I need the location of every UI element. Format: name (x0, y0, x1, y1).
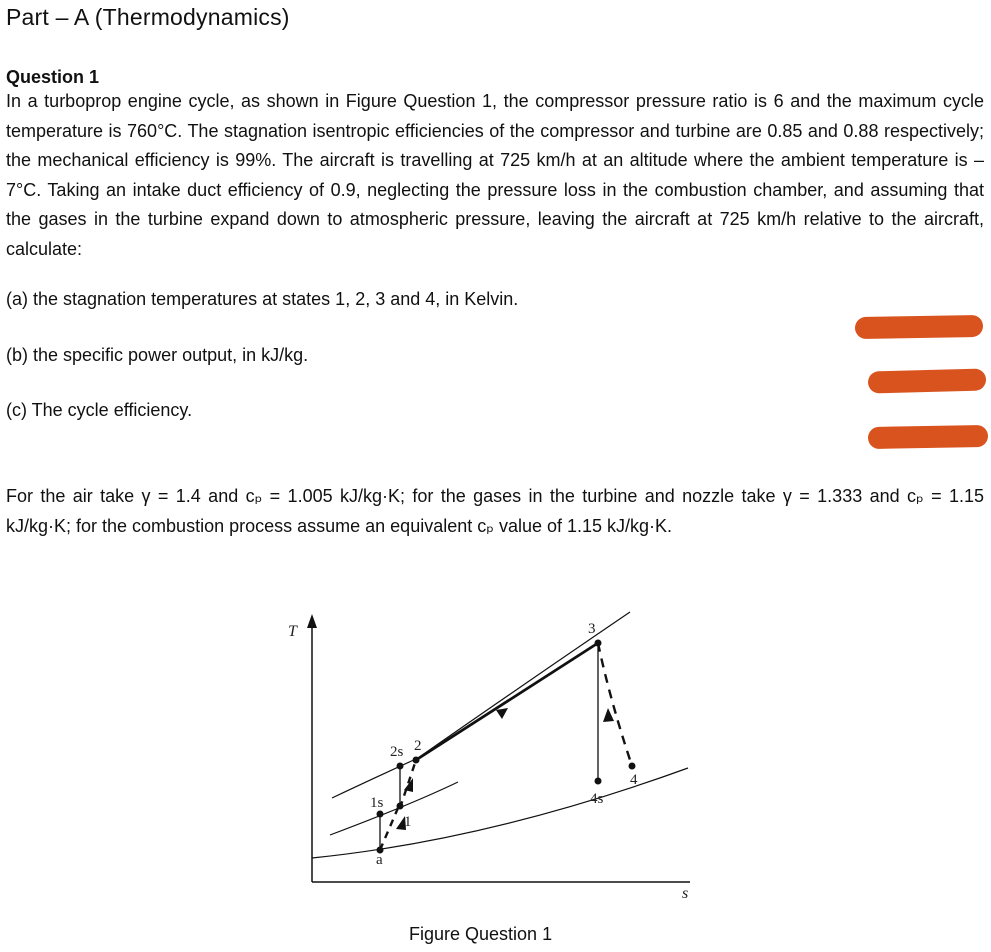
point-1s (377, 811, 384, 818)
label-1s: 1s (370, 795, 384, 811)
heat-addition-line (416, 643, 598, 760)
label-3: 3 (588, 621, 596, 637)
part-title: Part – A (Thermodynamics) (6, 4, 290, 30)
ts-diagram (270, 600, 710, 915)
label-2s: 2s (390, 744, 404, 760)
dashed-3-4 (598, 643, 632, 766)
redaction-mark (855, 315, 983, 339)
heat-addition-arrow-icon (496, 708, 508, 719)
question-title: Question 1 (6, 67, 100, 87)
point-2s (397, 763, 404, 770)
question-item-a: (a) the stagnation temperatures at states 1, 2, 3 and 4, in Kelvin. (6, 289, 519, 309)
point-1 (397, 803, 404, 810)
y-axis-label: T (288, 623, 297, 640)
label-a: a (376, 852, 383, 868)
figure-caption: Figure Question 1 (409, 924, 553, 944)
label-4s: 4s (590, 791, 604, 807)
label-2: 2 (414, 738, 422, 754)
x-axis-label: s (682, 885, 689, 902)
expansion-arrow-icon (603, 708, 614, 722)
question-intro: In a turboprop engine cycle, as shown in Figure Question 1, the compressor pressure ratio is 6 and the maximum cycle temperature is 760°C. The stagnation isentropic efficiencies of the compressor and turbine are 0.85 and 0.88 respectively; the mechanical efficiency is 99%. The aircraft is travelling at 725 km/h at an altitude where the ambient temperature is –7°C. Taking an intake duct efficiency of 0.9, neglecting the pressure loss in the combustion chamber, and assuming that the gases in the turbine expand down to atmospheric pressure, leaving the aircraft at 725 km/h relative to the aircraft, calculate: (6, 91, 984, 259)
redaction-mark (868, 425, 988, 449)
redaction-mark (868, 368, 987, 393)
y-axis-arrow-icon (307, 614, 317, 628)
point-2 (413, 757, 420, 764)
gas-properties-text: For the air take γ = 1.4 and cₚ = 1.005 kJ/kg·K; for the gases in the turbine and nozzle take γ = 1.333 and cₚ = 1.15 kJ/kg·K; for the combustion process assume an equivalent cₚ value of 1.15 kJ/kg·K. (6, 486, 984, 536)
point-4 (629, 763, 636, 770)
label-4: 4 (630, 772, 638, 788)
question-item-b: (b) the specific power output, in kJ/kg. (6, 345, 309, 365)
question-item-c: (c) The cycle efficiency. (6, 400, 193, 420)
point-3 (595, 640, 602, 647)
label-1: 1 (404, 814, 412, 830)
point-4s (595, 778, 602, 785)
